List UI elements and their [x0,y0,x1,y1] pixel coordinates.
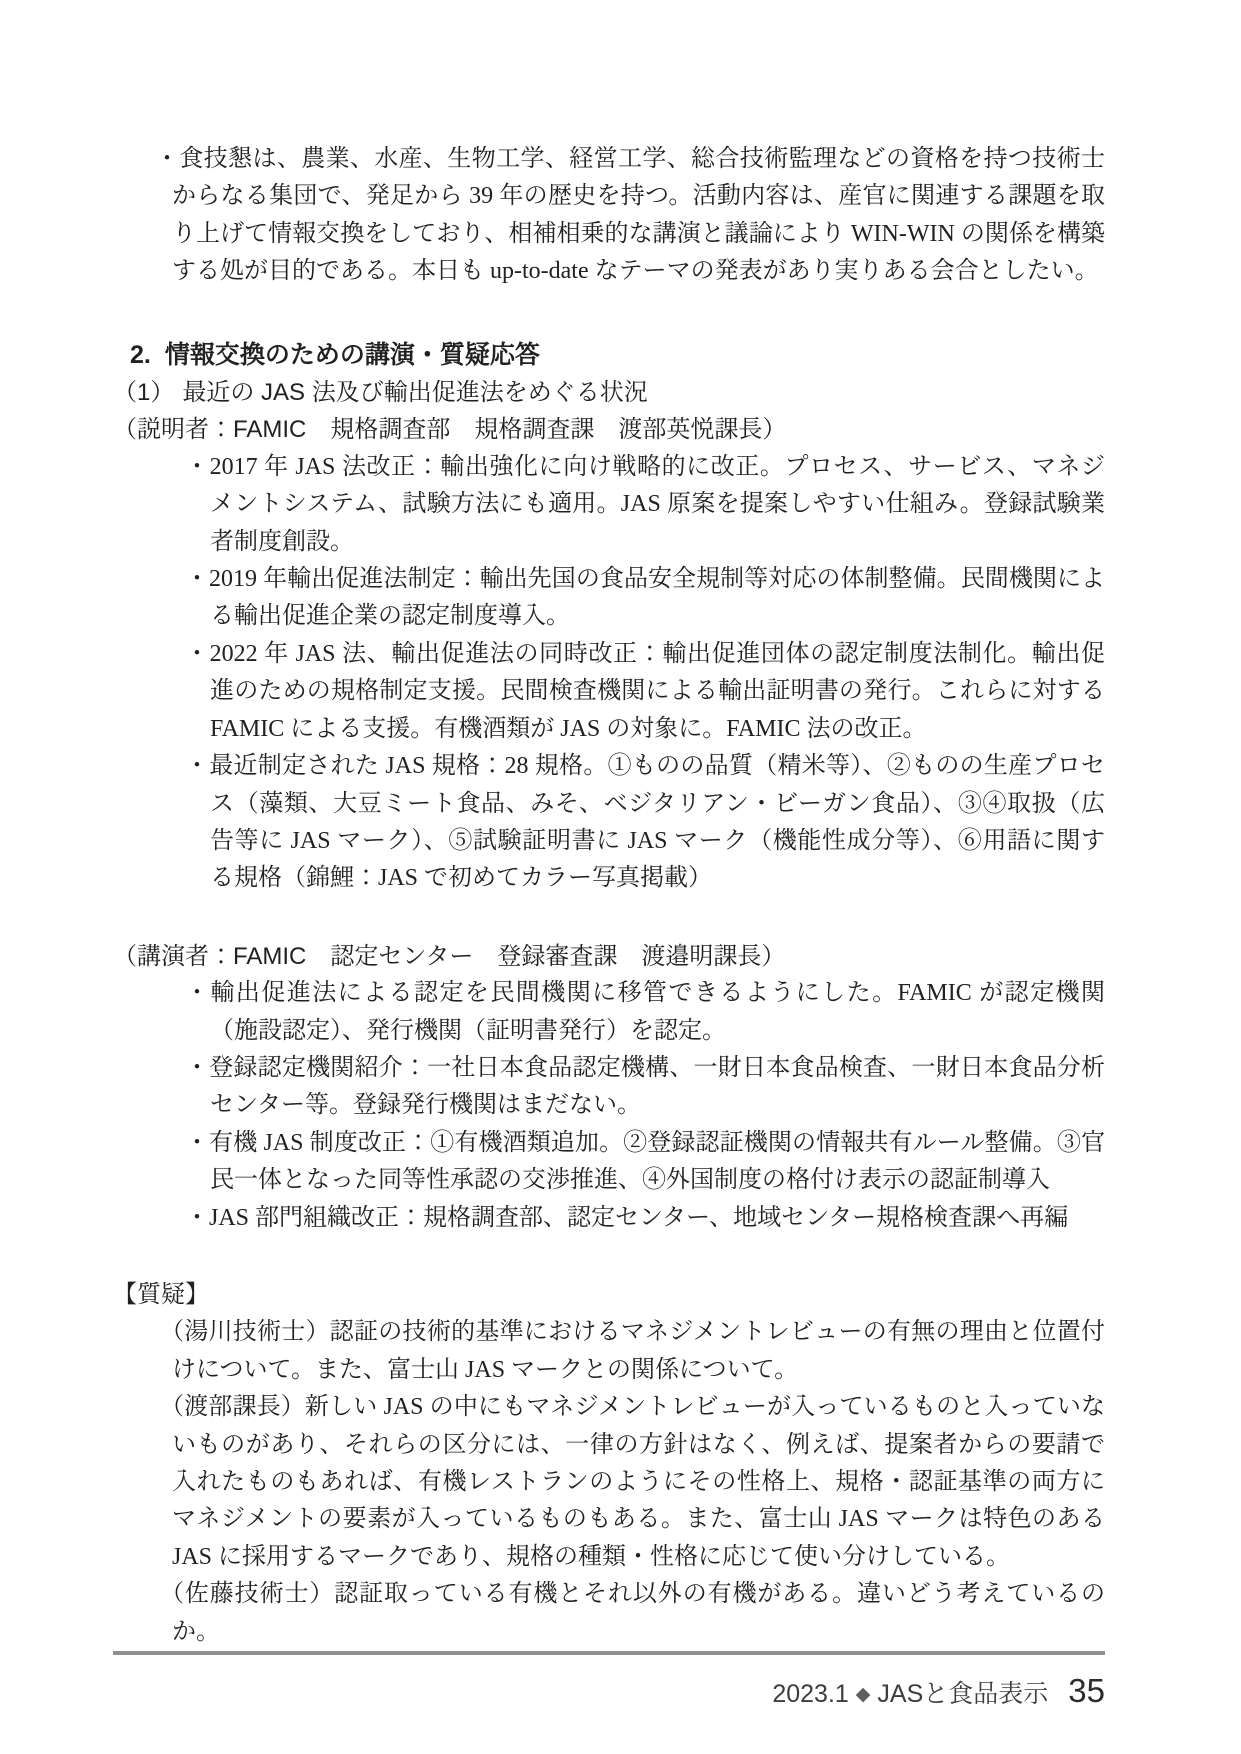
list-item: ・登録認定機関紹介：一社日本食品認定機構、一財日本食品検査、一財日本食品分析センター等。登録発行機関はまだない。 [185,1054,1105,1119]
qa-entry: （湯川技術士）認証の技術的基準におけるマネジメントレビューの有無の理由と位置付けについて。また、富士山 JAS マークとの関係について。 [160,1319,1105,1383]
presenter-line: （説明者：FAMIC 規格調査部 規格調査課 渡部英悦課長） [113,416,787,444]
page-footer [113,1672,1105,1710]
list-item: ・2019 年輸出促進法制定：輸出先国の食品安全規制等対応の体制整備。民間機関による輸出促進企業の認定制度導入。 [185,566,1105,630]
list-item: ・JAS 部門組織改正：規格調査部、認定センター、地域センター規格検査課へ再編 [185,1204,1069,1231]
qa-heading: 【質疑】 [113,1281,209,1308]
section-heading [130,337,1105,374]
footer-page-number: 35 [1068,1672,1105,1709]
section-number: 2. [130,340,151,369]
diamond-icon: ◆ [855,1684,871,1705]
list-item: ・2017 年 JAS 法改正：輸出強化に向け戦略的に改正。プロセス、サービス、マネジメントシステム、試験方法にも適用。JAS 原案を提案しやすい仕組み。登録試験業者制度創設。 [185,453,1105,555]
subsection-label: （1） [113,379,175,407]
intro-paragraph: ・食技懇は、農業、水産、生物工学、経営工学、総合技術監理などの資格を持つ技術士からなる集団で、発足から 39 年の歴史を持つ。活動内容は、産官に関連する課題を取り上げて情報交換をしており、相補相乗的な講演と議論により WIN-WIN の関係を構築する処が目的である。本日も up-to-date なテーマの発表があり実りある会合としたい。 [155,146,1105,285]
lecturer-line: （講演者：FAMIC 認定センター 登録審査課 渡邉明課長） [113,942,786,970]
page-content [113,141,1105,1651]
section-title: 情報交換のための講演・質疑応答 [164,340,540,369]
qa-entry: （渡部課長）新しい JAS の中にもマネジメントレビューが入っているものと入っていないものがあり、それらの区分には、一律の方針はなく、例えば、提案者からの要請で入れたものもあれば、有機レストランのようにその性格上、規格・認証基準の両方にマネジメントの要素が入っているものもある。また、富士山 JAS マークは特色のある JAS に採用するマークであり、規格の種類・性格に応じて使い分けしている。 [160,1394,1105,1570]
footer-divider [113,1651,1105,1655]
subsection-title: 最近の JAS 法及び輸出促進法をめぐる状況 [182,379,648,407]
footer-issue-date: 2023.1 [772,1680,849,1708]
list-item: ・最近制定された JAS 規格：28 規格。①ものの品質（精米等）、②ものの生産プロセス（藻類、大豆ミート食品、みそ、ベジタリアン・ビーガン食品）、③④取扱（広告等に JAS マーク）、⑤試験証明書に JAS マーク（機能性成分等）、⑥用語に関する規格（錦鯉：JAS で初めてカラー写真掲載） [185,753,1105,892]
list-item: ・輸出促進法による認定を民間機関に移管できるようにした。FAMIC が認定機関（施設認定）、発行機関（証明書発行）を認定。 [185,980,1105,1044]
footer-publication-title: JASと食品表示 [877,1680,1049,1708]
qa-entry: （佐藤技術士）認証取っている有機とそれ以外の有機がある。違いどう考えているのか。 [160,1581,1105,1645]
subsection-heading [113,374,1105,411]
list-item: ・有機 JAS 制度改正：①有機酒類追加。②登録認証機関の情報共有ルール整備。③官民一体となった同等性承認の交渉推進、④外国制度の格付け表示の認証制導入 [185,1129,1105,1194]
list-item: ・2022 年 JAS 法、輸出促進法の同時改正：輸出促進団体の認定制度法制化。輸出促進のための規格制定支援。民間検査機関による輸出証明書の発行。これらに対する FAMIC による支援。有機酒類が JAS の対象に。FAMIC 法の改正。 [185,640,1105,742]
